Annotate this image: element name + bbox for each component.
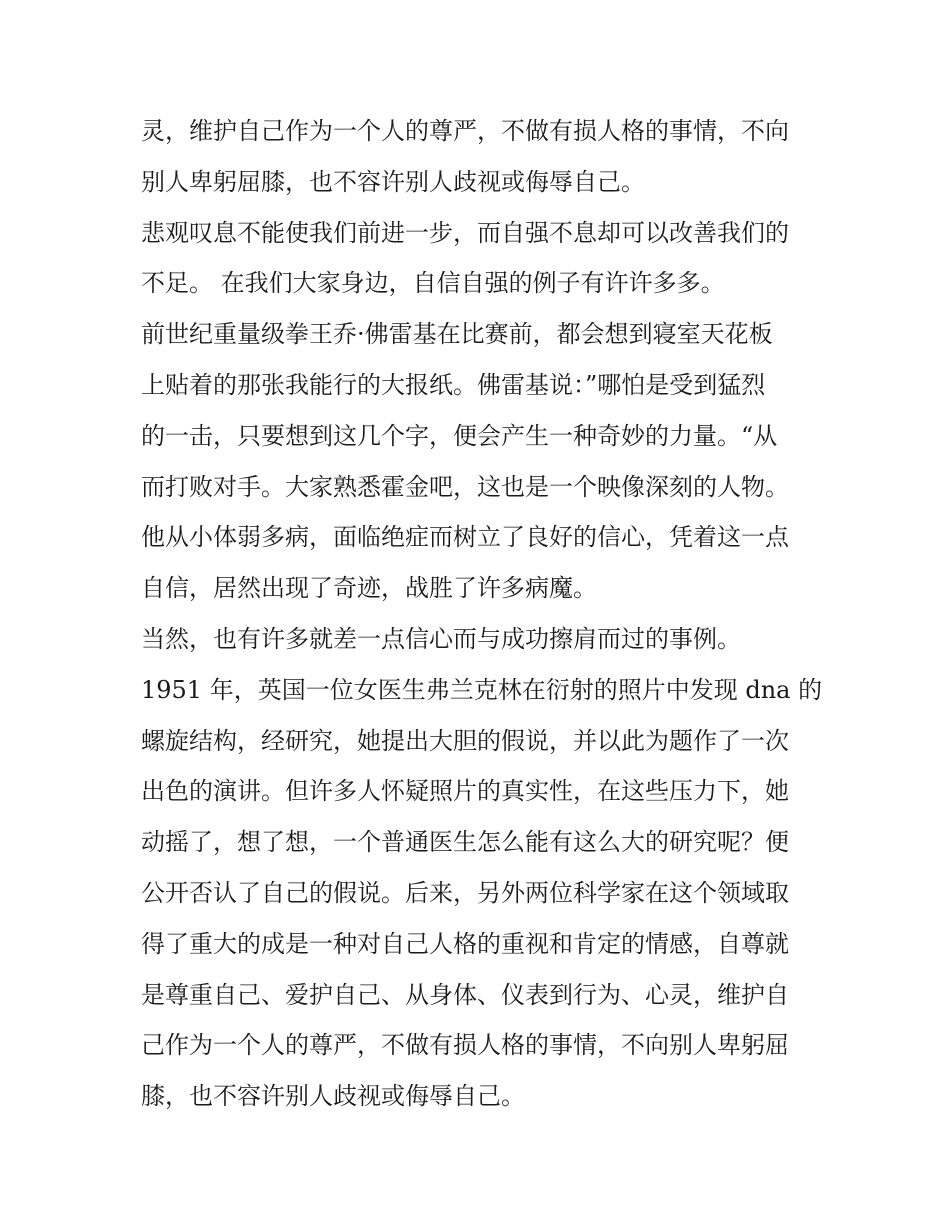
text-line: 上贴着的那张我能行的大报纸。佛雷基说：”哪怕是受到猛烈 [141,370,766,399]
text-line: 而打败对手。大家熟悉霍金吧，这也是一个映像深刻的人物。 [141,472,789,501]
text-line: 悲观叹息不能使我们前进一步，而自强不息却可以改善我们的 [141,218,789,247]
text-line: 公开否认了自己的假说。后来，另外两位科学家在这个领域取 [141,878,789,907]
text-line: 己作为一个人的尊严，不做有损人格的事情，不向别人卑躬屈 [141,1031,789,1060]
text-line: 得了重大的成是一种对自己人格的重视和肯定的情感，自尊就 [141,929,789,958]
text-line: 螺旋结构，经研究，她提出大胆的假说，并以此为题作了一次 [141,726,789,755]
text-line: 动摇了，想了想，一个普通医生怎么能有这么大的研究呢？便 [141,828,789,857]
text-line: 前世纪重量级拳王乔·佛雷基在比赛前，都会想到寝室天花板 [141,320,773,349]
text-line: 是尊重自己、爱护自己、从身体、仪表到行为、心灵，维护自 [141,980,789,1009]
text-line: 灵，维护自己作为一个人的尊严，不做有损人格的事情，不向 [141,117,789,145]
text-line: 膝，也不容许别人歧视或侮辱自己。 [141,1082,525,1111]
text-line: 1951 年，英国一位女医生弗兰克林在衍射的照片中发现 dna 的 [141,675,823,704]
document-body [141,106,821,1122]
text-line: 他从小体弱多病，面临绝症而树立了良好的信心，凭着这一点 [141,523,789,552]
text-line: 当然，也有许多就差一点信心而与成功擦肩而过的事例。 [141,624,741,653]
text-line: 出色的演讲。但许多人怀疑照片的真实性，在这些压力下，她 [141,777,789,806]
text-line: 不足。 在我们大家身边，自信自强的例子有许许多多。 [141,269,725,298]
text-line: 自信，居然出现了奇迹，战胜了许多病魔。 [141,574,597,603]
text-line: 的一击，只要想到这几个字，便会产生一种奇妙的力量。“从 [141,421,778,450]
text-line: 别人卑躬屈膝，也不容许别人歧视或侮辱自己。 [141,167,645,196]
